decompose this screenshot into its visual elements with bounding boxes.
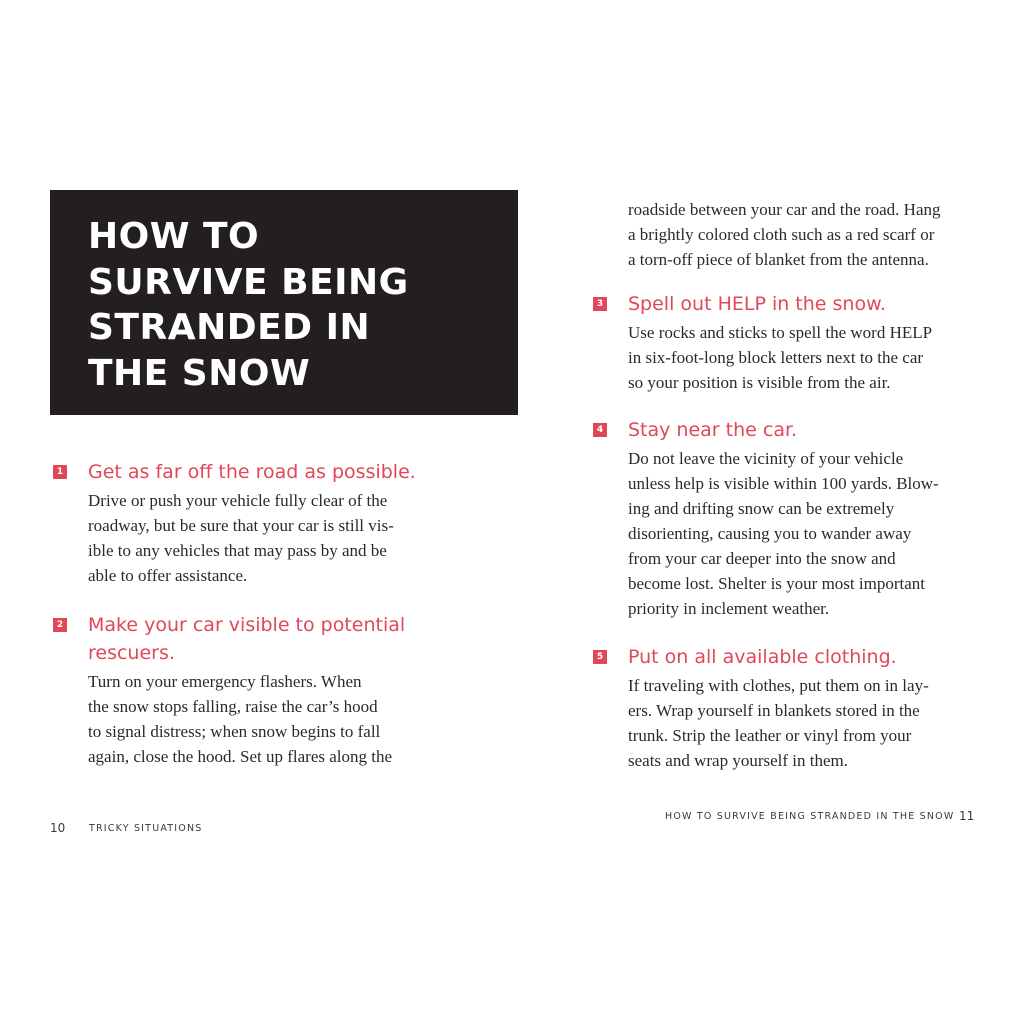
body-line: unless help is visible within 100 yards. Blow- (628, 474, 939, 493)
body-line: Turn on your emergency flashers. When (88, 672, 362, 691)
body-line: again, close the hood. Set up flares along the (88, 747, 393, 766)
step-heading (590, 290, 1010, 318)
body-line: roadside between your car and the road. Hang (628, 200, 941, 219)
step-number-badge: 4 (593, 423, 607, 437)
body-line: to signal distress; when snow begins to fall (88, 722, 381, 741)
step-body (50, 488, 490, 588)
step-heading (50, 458, 490, 486)
right-page (512, 0, 1024, 1024)
body-line: roadway, but be sure that your car is still vis- (88, 516, 394, 535)
step-heading-line: Make your car visible to potential (88, 614, 406, 636)
step-heading (590, 416, 1010, 444)
step-number-badge: 2 (53, 618, 67, 632)
page-number: 11 (959, 809, 975, 823)
body-line: trunk. Strip the leather or vinyl from your (628, 726, 912, 745)
step-body-continued (590, 197, 1010, 272)
body-line: If traveling with clothes, put them on in lay- (628, 676, 929, 695)
body-line: ible to any vehicles that may pass by and be (88, 541, 387, 560)
body-line: disorienting, causing you to wander away (628, 524, 912, 543)
chapter-title-line: HOW TO (88, 216, 260, 257)
chapter-title-line: THE SNOW (88, 352, 311, 394)
body-line: Drive or push your vehicle fully clear of the (88, 491, 388, 510)
step-heading-line: rescuers. (88, 642, 175, 664)
step-heading-line: Get as far off the road as possible. (88, 461, 416, 483)
body-line: ing and drifting snow can be extremely (628, 499, 895, 518)
body-line: the snow stops falling, raise the car’s hood (88, 697, 378, 716)
body-line: a brightly colored cloth such as a red scarf or (628, 225, 935, 244)
body-line: become lost. Shelter is your most important (628, 574, 925, 593)
step-number-badge: 3 (593, 297, 607, 311)
step-heading-line: Stay near the car. (628, 419, 798, 441)
step-5 (590, 643, 1010, 773)
step-number-badge: 1 (53, 465, 67, 479)
body-line: so your position is visible from the air. (628, 373, 891, 392)
step-heading-line: Put on all available clothing. (628, 646, 897, 668)
body-line: a torn-off piece of blanket from the antenna. (628, 250, 929, 269)
body-line: Use rocks and sticks to spell the word HELP (628, 323, 933, 342)
body-line: priority in inclement weather. (628, 599, 830, 618)
step-body (590, 673, 1010, 773)
body-line: from your car deeper into the snow and (628, 549, 896, 568)
step-number-badge: 5 (593, 650, 607, 664)
step-4 (590, 416, 1010, 621)
body-line: able to offer assistance. (88, 566, 248, 585)
chapter-title-box (50, 190, 518, 415)
step-heading (590, 643, 1010, 671)
chapter-title-line: STRANDED IN (88, 307, 371, 348)
step-body (590, 320, 1010, 395)
body-line: Do not leave the vicinity of your vehicle (628, 449, 904, 468)
continued-text (590, 197, 1010, 272)
step-3 (590, 290, 1010, 395)
running-header-section: TRICKY SITUATIONS (89, 823, 203, 834)
step-heading-line: Spell out HELP in the snow. (628, 293, 886, 315)
running-header-title: HOW TO SURVIVE BEING STRANDED IN THE SNOW (665, 811, 955, 822)
step-1 (50, 458, 490, 588)
body-line: seats and wrap yourself in them. (628, 751, 848, 770)
step-body (590, 446, 1010, 621)
step-2 (50, 611, 490, 769)
step-heading (50, 611, 490, 667)
step-body (50, 669, 490, 769)
body-line: in six-foot-long block letters next to the car (628, 348, 924, 367)
page-number: 10 (50, 821, 66, 835)
body-line: ers. Wrap yourself in blankets stored in the (628, 701, 920, 720)
chapter-title-line: SURVIVE BEING (88, 261, 409, 303)
